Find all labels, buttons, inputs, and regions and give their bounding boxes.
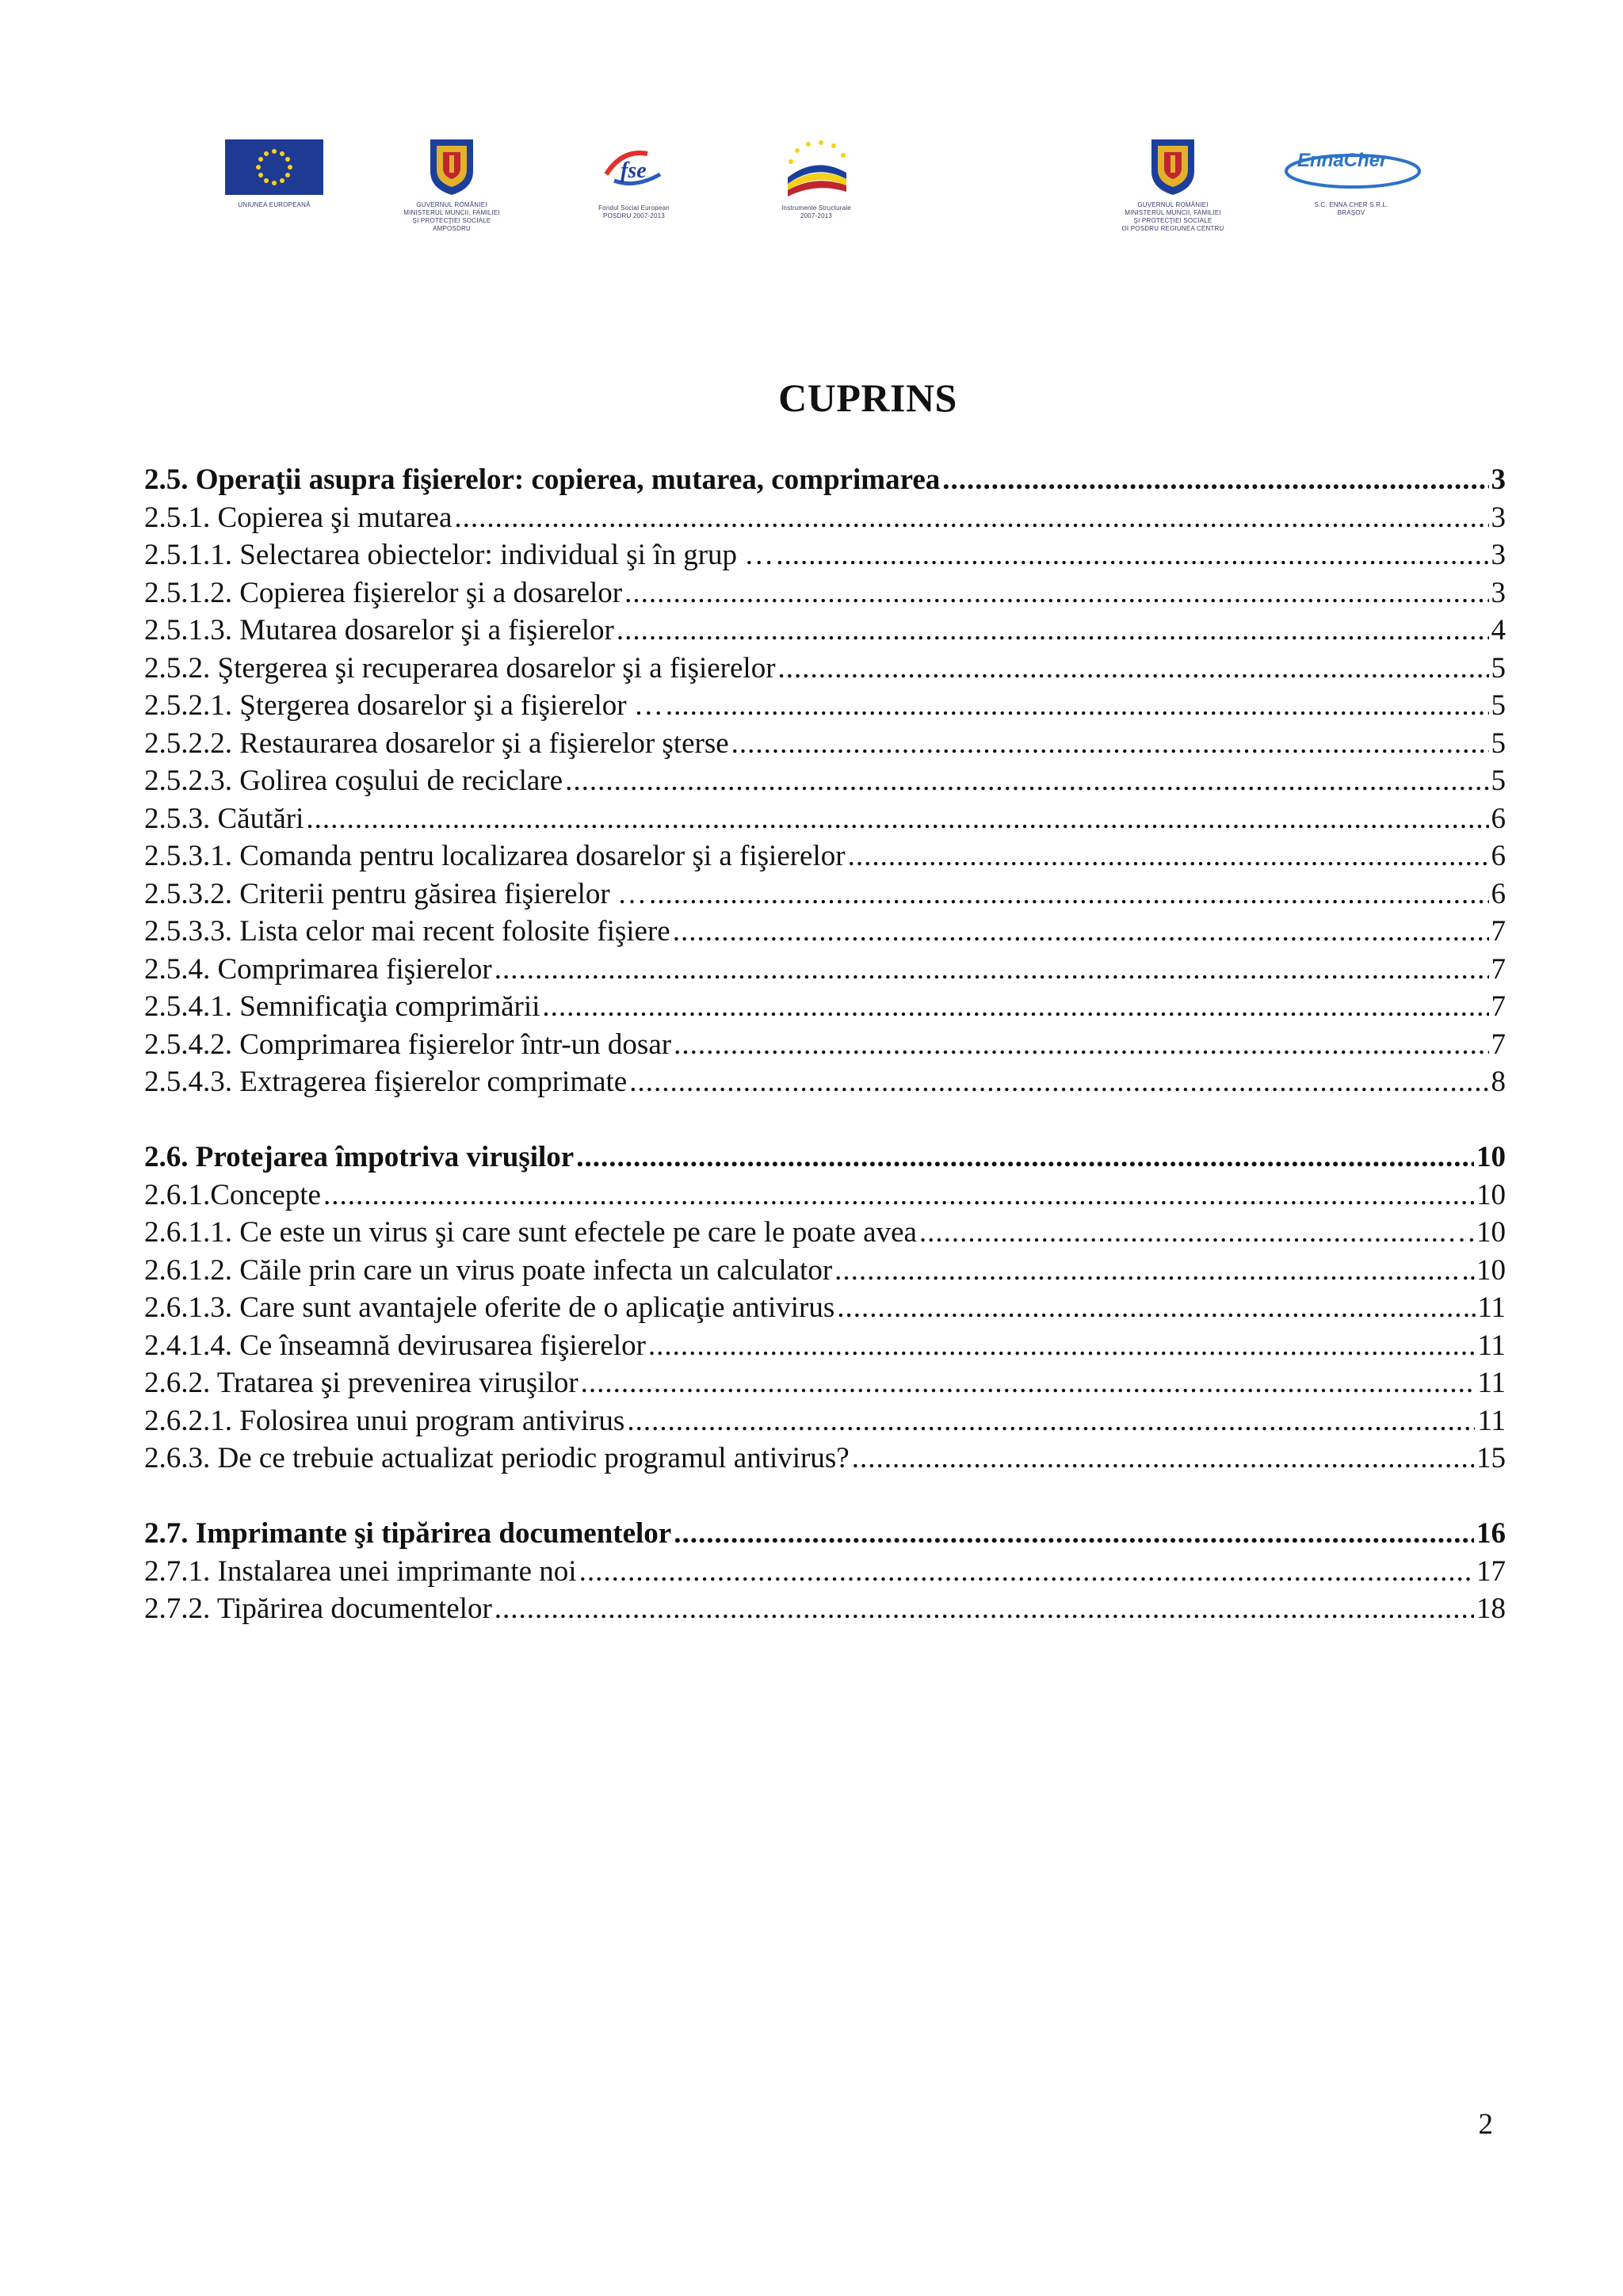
toc-dot-leader — [648, 1327, 1475, 1365]
toc-dot-leader — [617, 612, 1489, 650]
toc-section-2-5 — [144, 461, 1506, 1101]
toc-entry-page: 5 — [1491, 727, 1506, 760]
toc-entry-page: 18 — [1476, 1592, 1506, 1625]
toc-dot-leader — [454, 499, 1488, 537]
toc-spacer — [144, 1478, 1506, 1516]
fse-caption-line-1: Fondul Social European — [598, 204, 670, 212]
toc-entry[interactable] — [144, 1590, 1506, 1628]
enna-caption-line-2: BRAŞOV — [1337, 209, 1365, 216]
toc-section-2-6 — [144, 1138, 1506, 1478]
gov1-caption-line-4: AMPOSDRU — [433, 225, 471, 232]
toc-entry[interactable] — [144, 1553, 1506, 1591]
toc-entry[interactable] — [144, 1364, 1506, 1402]
toc-entry[interactable] — [144, 687, 1506, 725]
toc-entry-label: 2.5.1.2. Copierea fişierelor şi a dosarelor — [144, 576, 623, 609]
toc-entry[interactable] — [144, 1327, 1506, 1365]
romania-coat-of-arms-icon — [426, 136, 478, 196]
toc-dot-leader — [565, 762, 1488, 800]
toc-entry-label: 2.5.2. Ştergerea şi recuperarea dosarelor şi a fişierelor — [144, 651, 776, 685]
toc-entry-label: 2.5.4.3. Extragerea fişierelor comprimate — [144, 1066, 628, 1098]
gov2-caption-line-2: MINISTERUL MUNCII, FAMILIEI — [1125, 209, 1221, 216]
toc-dot-leader — [495, 1590, 1474, 1628]
toc-dot-leader — [674, 1026, 1488, 1064]
toc-entry-label: 2.4.1.4. Ce înseamnă devirusarea fişierelor — [144, 1329, 646, 1362]
toc-entry-label: 2.7.1. Instalarea unei imprimante noi — [144, 1554, 577, 1588]
gov2-caption-line-3: ŞI PROTECŢIEI SOCIALE — [1133, 217, 1212, 224]
toc-entry-page: 5 — [1491, 689, 1506, 722]
toc-entry-label: 2.5.3.2. Criterii pentru găsirea fişierelor … — [144, 877, 647, 910]
toc-entry-label: 2.5.3.1. Comanda pentru localizarea dosarelor şi a fişierelor — [144, 840, 846, 872]
table-of-contents — [144, 461, 1506, 1628]
toc-entry[interactable] — [144, 650, 1506, 688]
toc-entry-page: 7 — [1491, 1028, 1506, 1061]
toc-entry[interactable] — [144, 499, 1506, 537]
toc-entry-label: 2.6.3. De ce trebuie actualizat periodic programul antivirus? — [144, 1442, 850, 1474]
toc-dot-leader — [627, 1402, 1475, 1440]
toc-dot-leader — [579, 1553, 1474, 1591]
toc-entry[interactable] — [144, 1026, 1506, 1064]
eu-caption: UNIUNEA EUROPEANĂ — [238, 201, 311, 208]
gov1-caption-line-3: ŞI PROTECŢIEI SOCIALE — [412, 217, 491, 224]
toc-entry[interactable] — [144, 725, 1506, 763]
fse-caption-line-2: POSDRU 2007-2013 — [603, 212, 665, 219]
toc-dot-leader — [919, 1214, 1445, 1252]
toc-dot-leader — [674, 1515, 1474, 1553]
toc-entry-label: 2.6.2.1. Folosirea unui program antivirus — [144, 1404, 625, 1437]
toc-entry-label: 2.5.1.3. Mutarea dosarelor şi a fişierelor — [144, 614, 614, 646]
toc-entry-label: 2.5.2.3. Golirea coşului de reciclare — [144, 765, 563, 797]
toc-entry-label: 2.5.3. Căutări — [144, 802, 304, 835]
toc-entry-label: 2.5. Operaţii asupra fişierelor: copierea, mutarea, comprimarea — [144, 463, 941, 496]
toc-dot-leader — [852, 1440, 1474, 1478]
gov2-caption-line-1: GUVERNUL ROMÂNIEI — [1137, 201, 1209, 208]
toc-entry-label: 2.5.4.1. Semnificaţia comprimării — [144, 990, 540, 1023]
logo-strip — [0, 119, 1623, 254]
is-caption-line-2: 2007-2013 — [800, 212, 833, 219]
toc-entry-page: 11 — [1477, 1367, 1506, 1399]
toc-dot-leader — [731, 725, 1489, 763]
toc-entry[interactable] — [144, 1402, 1506, 1440]
toc-entry[interactable] — [144, 1252, 1506, 1290]
toc-dot-leader — [848, 837, 1489, 875]
is-caption-line-1: Instrumente Structurale — [781, 204, 851, 212]
toc-dot-leader — [834, 1252, 1459, 1290]
toc-entry-page: 17 — [1476, 1554, 1506, 1588]
toc-dot-leader — [942, 461, 1488, 499]
toc-entry-label: 2.6.1.Concepte — [144, 1178, 321, 1211]
toc-entry-page: 10 — [1476, 1178, 1506, 1211]
toc-entry-label: 2.7.2. Tipărirea documentelor — [144, 1592, 492, 1625]
toc-entry-page: 3 — [1491, 576, 1506, 609]
toc-entry-label: 2.6.1.1. Ce este un virus şi care sunt efectele pe care le poate avea — [144, 1216, 917, 1249]
toc-entry-label: 2.5.3.3. Lista celor mai recent folosite fişiere — [144, 915, 670, 948]
toc-entry-page: 11 — [1477, 1404, 1506, 1437]
toc-entry-page: 7 — [1491, 915, 1506, 948]
government-logo-1 — [380, 119, 523, 233]
gov2-caption-line-4: OI POSDRU REGIUNEA CENTRU — [1121, 225, 1224, 232]
toc-section-heading[interactable] — [144, 461, 1506, 499]
toc-section-heading[interactable] — [144, 1515, 1506, 1553]
toc-entry-page: 6 — [1491, 802, 1506, 835]
toc-dot-leader — [495, 951, 1489, 989]
toc-entry[interactable] — [144, 837, 1506, 875]
toc-entry[interactable] — [144, 1289, 1506, 1327]
toc-dot-leader — [576, 1138, 1474, 1177]
toc-entry-label: 2.5.1. Copierea şi mutarea — [144, 501, 453, 534]
gov1-caption-line-2: MINISTERUL MUNCII, FAMILIEI — [403, 209, 500, 216]
toc-entry-page: 3 — [1491, 539, 1506, 571]
toc-entry[interactable] — [144, 536, 1506, 574]
eu-logo — [219, 119, 330, 209]
toc-dot-leader — [649, 875, 1489, 913]
romania-coat-of-arms-icon — [1147, 136, 1199, 196]
fse-logo-icon — [598, 143, 670, 198]
toc-entry-label: 2.5.4. Comprimarea fişierelor — [144, 952, 492, 986]
toc-dot-leader — [778, 650, 1489, 688]
fse-logo — [579, 119, 689, 220]
toc-entry-page: 4 — [1491, 614, 1506, 646]
page-title: CUPRINS — [778, 376, 957, 420]
government-logo-2 — [1102, 119, 1244, 233]
toc-entry-page: ..11 — [1462, 1291, 1506, 1324]
toc-dot-leader — [629, 1063, 1488, 1101]
toc-entry-page: 3 — [1491, 501, 1506, 534]
toc-spacer — [144, 1101, 1506, 1139]
toc-entry[interactable] — [144, 988, 1506, 1026]
page-number: 2 — [1478, 2108, 1493, 2141]
toc-entry-page: 6 — [1491, 877, 1506, 910]
toc-entry[interactable] — [144, 875, 1506, 913]
toc-dot-leader — [323, 1177, 1474, 1215]
toc-entry[interactable] — [144, 574, 1506, 612]
structural-instruments-logo-icon — [777, 138, 856, 198]
toc-entry[interactable] — [144, 1440, 1506, 1478]
toc-section-heading[interactable] — [144, 1138, 1506, 1177]
ennacher-logo-icon — [1280, 143, 1423, 193]
toc-entry-page: 16 — [1476, 1517, 1506, 1550]
toc-dot-leader — [666, 687, 1489, 725]
toc-entry-label: 2.6.1.2. Căile prin care un virus poate infecta un calculator — [144, 1253, 833, 1287]
toc-entry-label: 2.6. Protejarea împotriva viruşilor — [144, 1141, 575, 1173]
toc-entry-page: …10 — [1447, 1216, 1506, 1249]
toc-entry-label: 2.5.2.1. Ştergerea dosarelor şi a fişierelor … — [144, 689, 663, 722]
toc-entry-label: 2.7. Imprimante şi tipărirea documentelor — [144, 1517, 672, 1550]
toc-dot-leader — [306, 800, 1488, 838]
toc-entry-label: 2.5.1.1. Selectarea obiectelor: individual şi în grup … — [144, 539, 774, 571]
toc-entry-page: 7 — [1491, 990, 1506, 1023]
toc-entry-page: 7 — [1491, 952, 1506, 986]
toc-entry[interactable] — [144, 762, 1506, 800]
toc-entry-page: 10 — [1476, 1141, 1506, 1173]
toc-entry-page: ..10 — [1461, 1253, 1506, 1287]
toc-entry-label: 2.6.1.3. Care sunt avantajele oferite de o aplicaţie antivirus — [144, 1291, 835, 1324]
toc-entry-page: 8 — [1491, 1066, 1506, 1098]
ennacher-logo — [1280, 119, 1423, 217]
toc-dot-leader — [542, 988, 1488, 1026]
fse-mark-text: fse — [621, 158, 647, 183]
toc-entry[interactable] — [144, 913, 1506, 951]
toc-entry[interactable] — [144, 1177, 1506, 1215]
toc-entry-label: 2.5.4.2. Comprimarea fişierelor într-un dosar — [144, 1028, 672, 1061]
enna-caption-line-1: S.C. ENNA CHER S.R.L. — [1314, 201, 1388, 208]
structural-instruments-logo — [761, 119, 872, 220]
toc-entry[interactable] — [144, 1063, 1506, 1101]
toc-dot-leader — [837, 1289, 1461, 1327]
toc-entry-page: 11 — [1477, 1329, 1506, 1362]
toc-entry-page: 3 — [1491, 463, 1506, 496]
eu-flag-icon — [225, 139, 323, 195]
ennacher-mark-text: EnnaCher — [1297, 150, 1388, 171]
gov1-caption-line-1: GUVERNUL ROMÂNIEI — [416, 201, 487, 208]
toc-entry-page: 15 — [1476, 1442, 1506, 1474]
toc-entry[interactable] — [144, 1214, 1506, 1252]
toc-dot-leader — [581, 1364, 1476, 1402]
toc-entry[interactable] — [144, 612, 1506, 650]
toc-entry-page: 6 — [1491, 840, 1506, 872]
toc-dot-leader — [624, 574, 1488, 612]
toc-dot-leader — [673, 913, 1489, 951]
toc-dot-leader — [776, 536, 1488, 574]
toc-entry-label: 2.6.2. Tratarea şi prevenirea viruşilor — [144, 1367, 579, 1399]
toc-entry[interactable] — [144, 951, 1506, 989]
toc-entry[interactable] — [144, 800, 1506, 838]
toc-entry-page: 5 — [1491, 765, 1506, 797]
toc-entry-label: 2.5.2.2. Restaurarea dosarelor şi a fişierelor şterse — [144, 727, 729, 760]
toc-entry-page: 5 — [1491, 651, 1506, 685]
toc-section-2-7 — [144, 1515, 1506, 1628]
